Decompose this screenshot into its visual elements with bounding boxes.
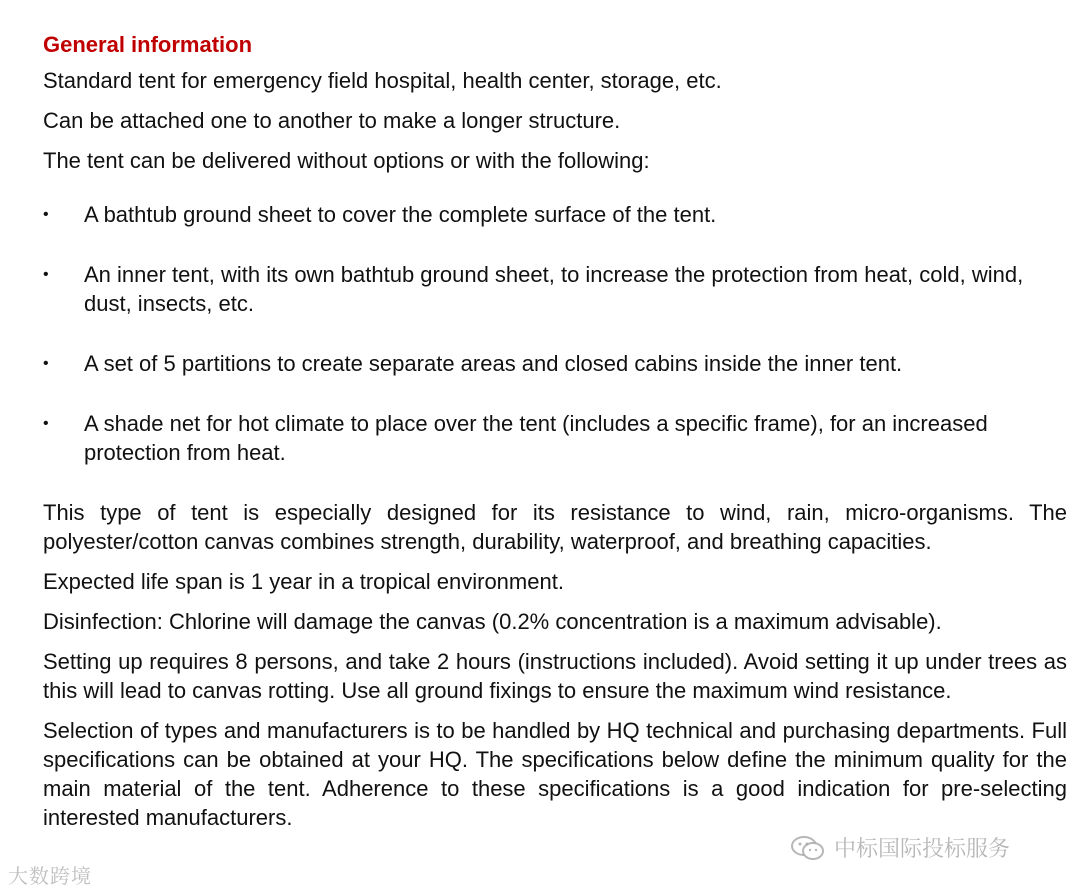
watermark-right-text: 中标国际投标服务 xyxy=(834,837,1011,862)
body-paragraph: Setting up requires 8 persons, and take 2 hours (instructions included). Avoid setting it up under trees as this will lead to canvas rotting. Use all ground fixings to ensure the maximum wind resistance. xyxy=(43,649,1067,703)
watermark-right xyxy=(790,832,1010,863)
list-item xyxy=(43,349,1067,378)
bullet-icon: • xyxy=(43,266,49,283)
wechat-icon xyxy=(790,834,826,862)
body-paragraph: Expected life span is 1 year in a tropical environment. xyxy=(43,569,564,594)
section-heading: General information xyxy=(43,32,253,57)
list-item xyxy=(43,260,1067,318)
document-page xyxy=(43,30,1067,843)
list-item-text: A shade net for hot climate to place over the tent (includes a specific frame), for an increased protection from heat. xyxy=(84,411,988,465)
body-paragraph: This type of tent is especially designed for its resistance to wind, rain, micro-organisms. The polyester/cotton canvas combines strength, durability, waterproof, and breathing capacities. xyxy=(43,500,1067,554)
intro-paragraph: Standard tent for emergency field hospital, health center, storage, etc. xyxy=(43,68,722,93)
watermark-left: 大数跨境 xyxy=(8,864,92,888)
intro-paragraph: Can be attached one to another to make a longer structure. xyxy=(43,108,621,133)
list-item xyxy=(43,200,1067,229)
body-paragraph: Disinfection: Chlorine will damage the canvas (0.2% concentration is a maximum advisable). xyxy=(43,609,942,634)
intro-paragraph: The tent can be delivered without options or with the following: xyxy=(43,148,650,173)
bullet-icon: • xyxy=(43,355,49,372)
list-item-text: A bathtub ground sheet to cover the complete surface of the tent. xyxy=(84,202,717,227)
list-item-text: A set of 5 partitions to create separate areas and closed cabins inside the inner tent. xyxy=(84,351,903,376)
bullet-icon: • xyxy=(43,206,49,223)
list-item xyxy=(43,409,1067,467)
options-list xyxy=(43,200,1067,467)
bullet-icon: • xyxy=(43,415,49,432)
body-paragraph: Selection of types and manufacturers is to be handled by HQ technical and purchasing departments. Full specifications can be obtained at your HQ. The specifications below define the minimum quality for the main material of the tent. Adherence to these specifications is a good indication for pre-selecting interested manufacturers. xyxy=(43,718,1067,830)
list-item-text: An inner tent, with its own bathtub ground sheet, to increase the protection from heat, cold, wind, dust, insects, etc. xyxy=(84,262,1024,316)
